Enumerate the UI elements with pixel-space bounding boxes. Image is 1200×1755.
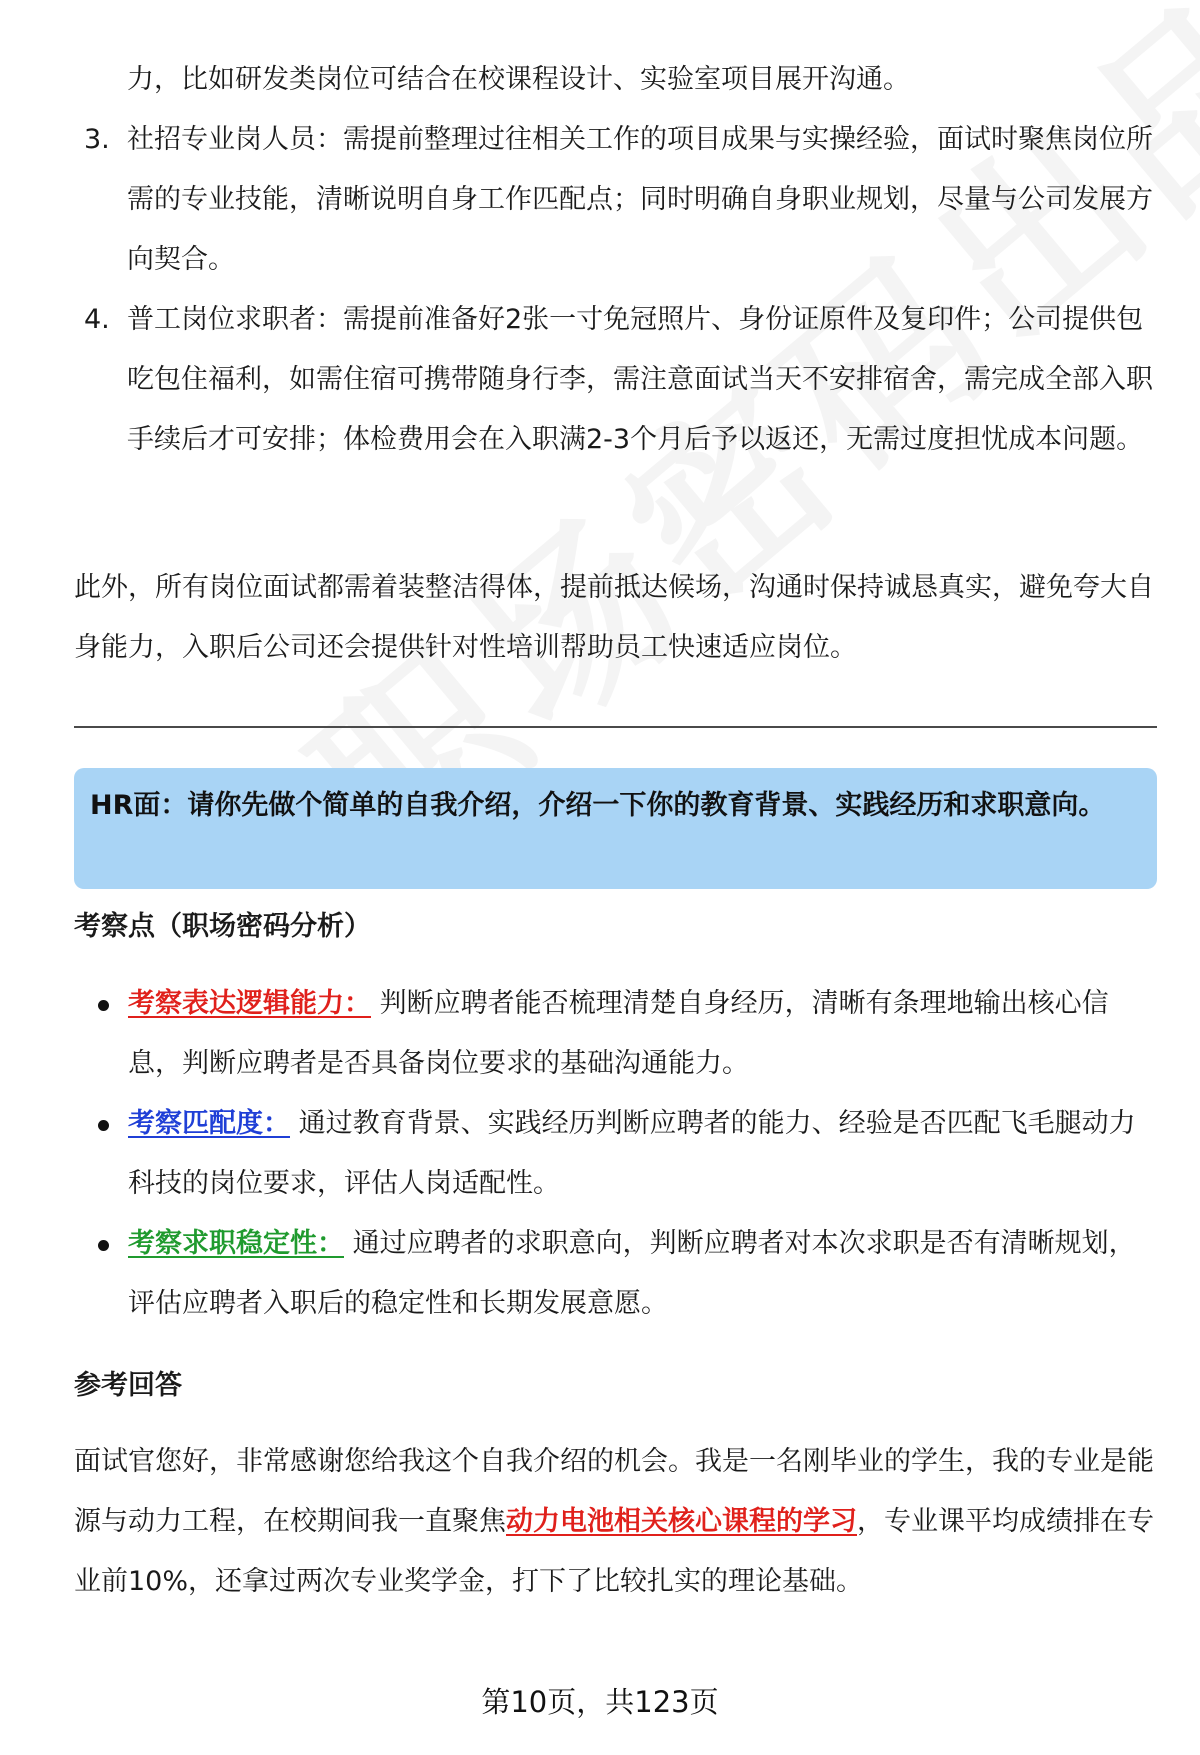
answer-highlight: 动力电池相关核心课程的学习 <box>506 1506 857 1537</box>
bullet-icon <box>98 1240 109 1251</box>
exam-point-keyword: 考察表达逻辑能力： <box>128 988 371 1019</box>
item-text: 社招专业岗人员：需提前整理过往相关工作的项目成果与实操经验，面试时聚焦岗位所需的专业技能，清晰说明自身工作匹配点；同时明确自身职业规划，尽量与公司发展方向契合。 <box>127 124 1153 275</box>
exam-point-text: 通过应聘者的求职意向，判断应聘者对本次求职是否有清晰规划，评估应聘者入职后的稳定性和长期发展意愿。 <box>128 1228 1136 1319</box>
answer-text: 面试官您好，非常感谢您给我这个自我介绍的机会。我是一名刚毕业的学生，我的专业是能源与动力工程，在校期间我一直聚焦 <box>74 1446 1154 1537</box>
answer-paragraph <box>74 1432 1157 1612</box>
exam-point <box>74 1094 1157 1214</box>
numbered-item <box>74 110 1157 290</box>
exam-point-keyword: 考察匹配度： <box>128 1108 290 1139</box>
exam-point <box>74 1214 1157 1334</box>
item-text: 普工岗位求职者：需提前准备好2张一寸免冠照片、身份证原件及复印件；公司提供包吃包住福利，如需住宿可携带随身行李，需注意面试当天不安排宿舍，需完成全部入职手续后才可安排；体检费用会在入职满2-3个月后予以返还，无需过度担忧成本问题。 <box>127 304 1153 455</box>
numbered-item <box>74 290 1157 470</box>
hr-question-box <box>74 768 1157 889</box>
item-number: 3. <box>84 124 110 155</box>
exam-points-heading: 考察点（职场密码分析） <box>74 911 371 942</box>
bullet-icon <box>98 1120 109 1131</box>
exam-points-list <box>74 974 1157 1334</box>
exam-point <box>74 974 1157 1094</box>
numbered-list <box>74 110 1157 470</box>
exam-point-text: 判断应聘者能否梳理清楚自身经历，清晰有条理地输出核心信息，判断应聘者是否具备岗位要求的基础沟通能力。 <box>128 988 1109 1079</box>
page-number: 第10页，共123页 <box>481 1685 719 1719</box>
bullet-icon <box>98 1000 109 1011</box>
extra-paragraph: 此外，所有岗位面试都需着装整洁得体，提前抵达候场，沟通时保持诚恳真实，避免夸大自身能力，入职后公司还会提供针对性培训帮助员工快速适应岗位。 <box>74 572 1154 663</box>
section-divider <box>74 726 1157 728</box>
continuation-text: 力，比如研发类岗位可结合在校课程设计、实验室项目展开沟通。 <box>127 64 910 95</box>
hr-question: HR面：请你先做个简单的自我介绍，介绍一下你的教育背景、实践经历和求职意向。 <box>90 790 1106 821</box>
answer-text: ，专业课平均成绩排在专业前10%，还拿过两次专业奖学金，打下了比较扎实的理论基础。 <box>74 1506 1154 1597</box>
exam-point-keyword: 考察求职稳定性： <box>128 1228 344 1259</box>
exam-point-text: 通过教育背景、实践经历判断应聘者的能力、经验是否匹配飞毛腿动力科技的岗位要求，评估人岗适配性。 <box>128 1108 1136 1199</box>
item-number: 4. <box>84 304 110 335</box>
answer-heading: 参考回答 <box>74 1370 182 1401</box>
